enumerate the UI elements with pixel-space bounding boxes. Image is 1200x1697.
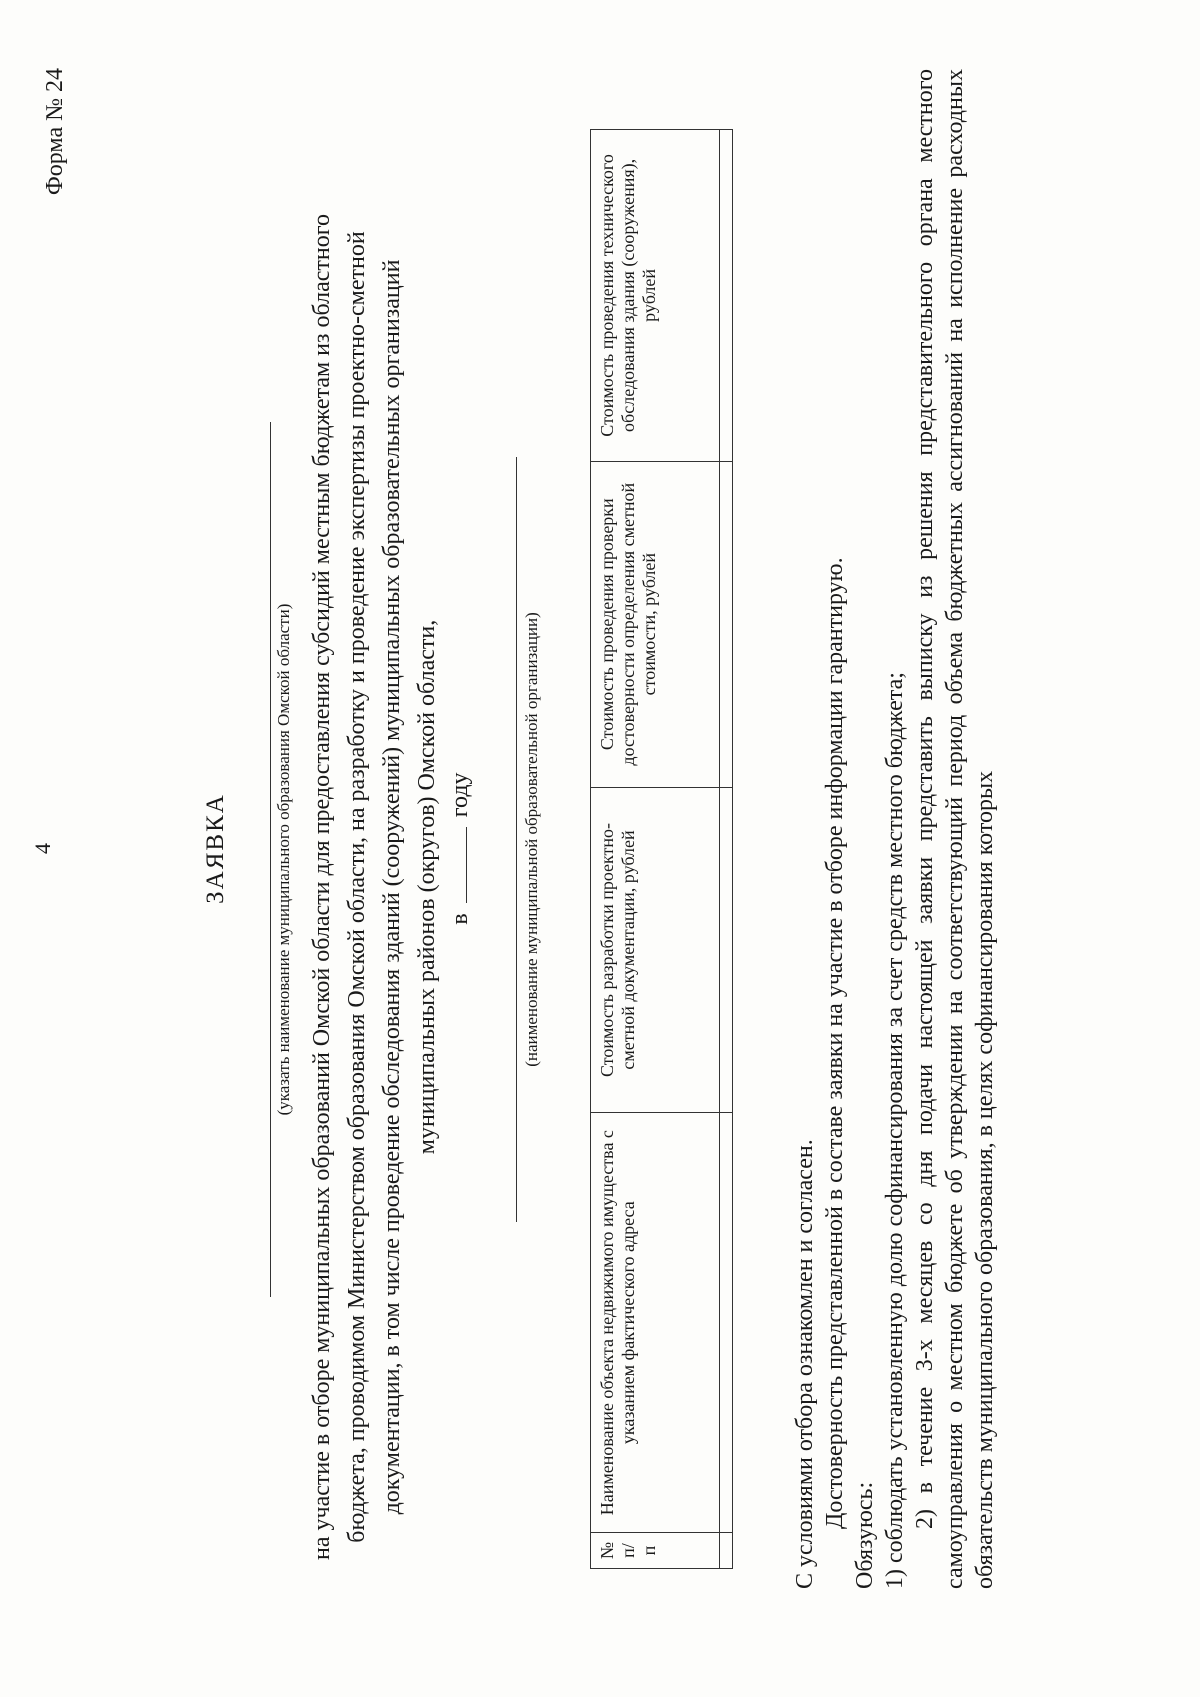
form-number: Форма № 24 bbox=[42, 68, 68, 196]
application-subject-text: на участие в отборе муниципальных образований Омской области для предоставления субсидий местным бюджетам из областного бюджета, проводимом Министерством образования Омской области, на разработку и проведение экспертизы проектно-сметной документации, в том числе проведение обследования зданий (сооружений) муниципальных образовательных организаций муниципальных районов (округов) Омской области, bbox=[309, 214, 440, 1560]
page-number: 4 bbox=[30, 843, 55, 854]
obligations-heading: Обязуюсь: bbox=[852, 1481, 878, 1589]
organization-caption: (наименование муниципальной образовательной организации) bbox=[522, 612, 541, 1067]
obligation-item-1: 1) соблюдать установленную долю софинансирования за счет средств местного бюджета; bbox=[882, 672, 908, 1589]
year-line bbox=[444, 0, 474, 1697]
table-row bbox=[720, 130, 733, 1569]
municipality-caption: (указать наименование муниципального образования Омской области) bbox=[274, 603, 293, 1116]
document-title: ЗАЯВКА bbox=[202, 793, 229, 904]
year-prefix: в bbox=[447, 913, 473, 925]
column-header-object-name: Наименование объекта недвижимого имущества с указанием фактического адреса bbox=[591, 1113, 720, 1533]
column-header-verification-cost: Стоимость проведения проверки достоверности определения сметной стоимости, рублей bbox=[591, 461, 720, 787]
table-cell bbox=[720, 1533, 733, 1569]
objects-cost-table bbox=[590, 129, 733, 1569]
year-suffix: году bbox=[447, 772, 473, 818]
municipality-blank-line bbox=[270, 422, 271, 1297]
reliability-statement: Достоверность представленной в составе заявки на участие в отборе информации гарантирую. bbox=[822, 557, 848, 1529]
agreement-statement: С условиями отбора ознакомлен и согласен. bbox=[792, 1139, 818, 1589]
column-header-number: № п/п bbox=[591, 1533, 720, 1569]
column-header-design-cost: Стоимость разработки проектно-сметной документации, рублей bbox=[591, 787, 720, 1113]
obligations-section bbox=[790, 69, 1000, 1589]
table-cell bbox=[720, 787, 733, 1113]
table-header-row bbox=[591, 130, 720, 1569]
table-cell bbox=[720, 461, 733, 787]
table-cell bbox=[720, 1113, 733, 1533]
obligation-item-2: 2) в течение 3-х месяцев со дня подачи настоящей заявки представить выписку из решения представительного органа местного самоуправления о местном бюджете об утверждении на соответствующий период объема бюджетных ассигнований на исполнение расходных обязательств муниципального образования, в целях софинансирования которых bbox=[912, 69, 998, 1589]
organization-blank-line bbox=[516, 457, 517, 1222]
year-blank-field bbox=[444, 827, 467, 903]
column-header-inspection-cost: Стоимость проведения технического обследования здания (сооружения), рублей bbox=[591, 130, 720, 462]
table-cell bbox=[720, 130, 733, 462]
